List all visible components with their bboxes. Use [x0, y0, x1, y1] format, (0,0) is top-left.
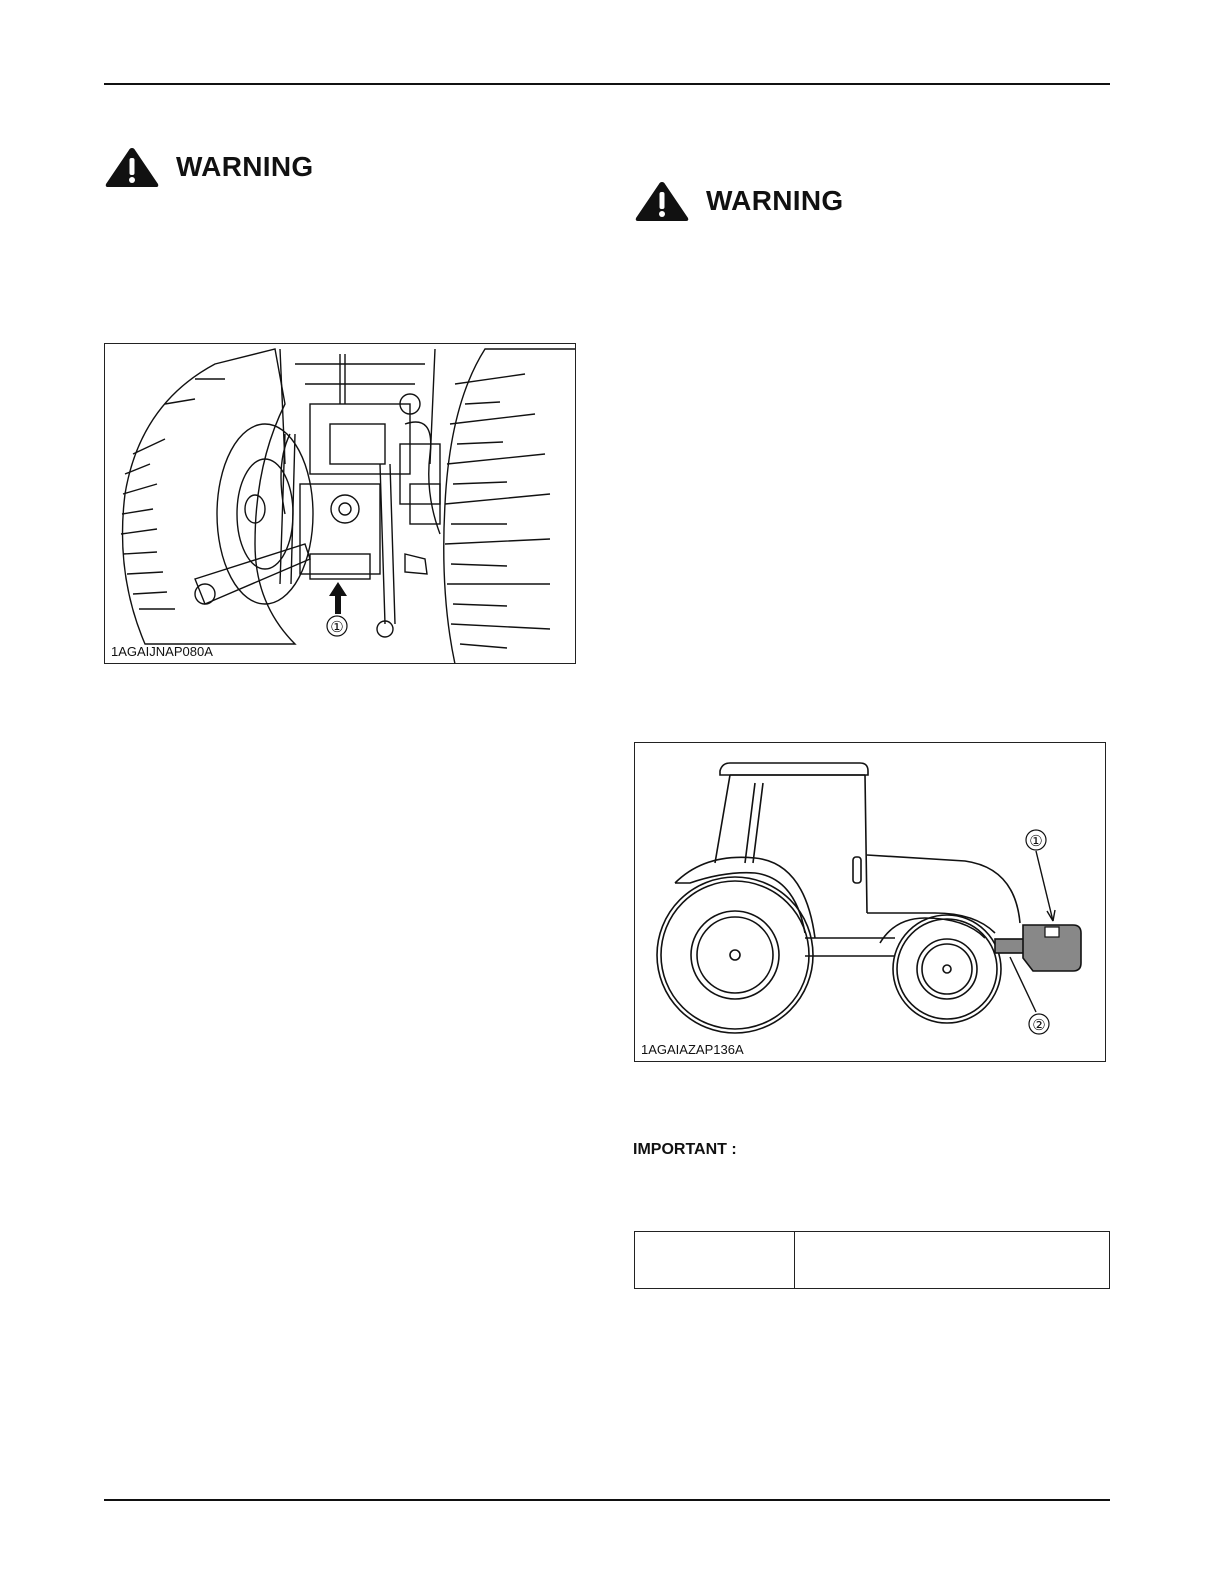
bottom-rule	[104, 1499, 1110, 1501]
table-cell	[795, 1232, 1110, 1289]
figure-caption: 1AGAIAZAP136A	[641, 1042, 744, 1057]
figure-caption: 1AGAIJNAP080A	[111, 644, 213, 659]
warning-header-right	[634, 180, 843, 222]
figure-tractor-side	[634, 742, 1106, 1062]
callout-2: ②	[1032, 1016, 1046, 1034]
warning-label: WARNING	[176, 151, 314, 182]
callout-1: ①	[330, 618, 344, 636]
important-label: IMPORTANT :	[633, 1141, 737, 1158]
table-row	[635, 1232, 1110, 1289]
spec-table	[634, 1231, 1110, 1289]
warning-label: WARNING	[706, 185, 844, 216]
warning-triangle-icon	[634, 180, 690, 222]
tractor-side-illustration	[635, 743, 1106, 1062]
tractor-rear-illustration	[105, 344, 576, 664]
table-cell	[635, 1232, 795, 1289]
top-rule	[104, 83, 1110, 85]
figure-tractor-rear	[104, 343, 576, 664]
warning-header-left	[104, 146, 313, 188]
warning-triangle-icon	[104, 146, 160, 188]
callout-1: ①	[1029, 832, 1043, 850]
